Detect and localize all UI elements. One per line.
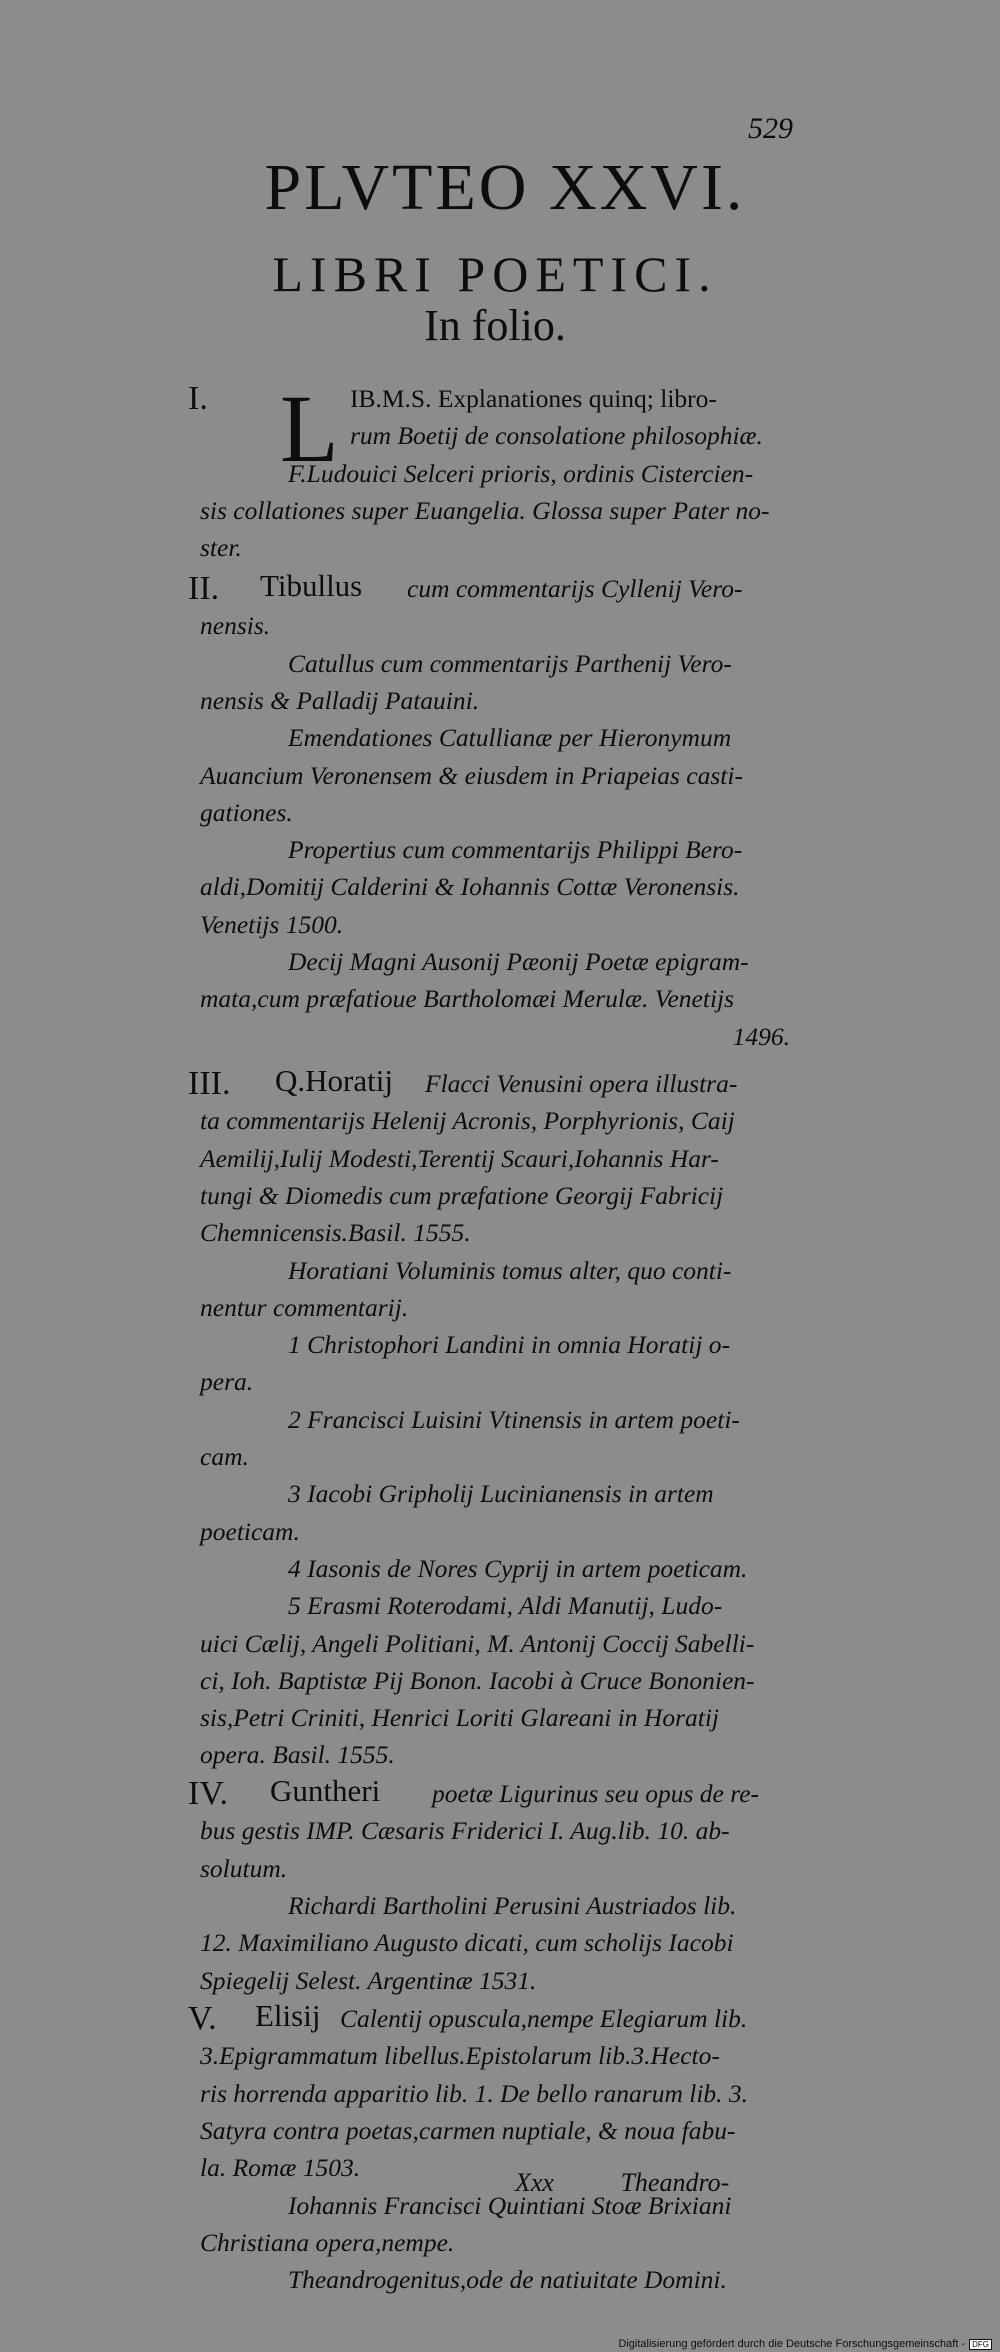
- entry-line: sis collationes super Euangelia. Glossa super Pater no-: [200, 496, 770, 525]
- entry-line: cum commentarijs Cyllenij Vero-: [407, 574, 743, 603]
- entry-number: III.: [188, 1065, 231, 1102]
- entry-line: ster.: [200, 533, 242, 562]
- entry-line: Decij Magni Ausonij Pæonij Poetæ epigram-: [288, 947, 749, 976]
- entry-line: Emendationes Catullianæ per Hieronymum: [288, 723, 732, 752]
- entry-number: IV.: [188, 1775, 228, 1812]
- entry-line: Richardi Bartholini Perusini Austriados lib.: [288, 1891, 737, 1920]
- catalog-entry-5: [188, 1998, 790, 2300]
- entry-line: Christiana opera,nempe.: [200, 2228, 455, 2257]
- entry-line: solutum.: [200, 1854, 288, 1883]
- entry-line: bus gestis IMP. Cæsaris Friderici I. Aug.lib. 10. ab-: [200, 1816, 730, 1845]
- entry-line: poeticam.: [200, 1517, 300, 1546]
- entry-line: Venetijs 1500.: [200, 910, 344, 939]
- entry-line: 3 Iacobi Gripholij Lucinianensis in artem: [288, 1479, 714, 1508]
- entry-line: Spiegelij Selest. Argentinæ 1531.: [200, 1966, 537, 1995]
- catchword: Xxx Theandro-: [515, 2168, 730, 2197]
- entry-line: F.Ludouici Selceri prioris, ordinis Cistercien-: [288, 459, 754, 488]
- entry-line: sis,Petri Criniti, Henrici Loriti Glareani in Horatij: [200, 1703, 720, 1732]
- entry-line: gationes.: [200, 798, 293, 827]
- entry-line: cam.: [200, 1442, 249, 1471]
- entry-line: ta commentarijs Helenij Acronis, Porphyrionis, Caij: [200, 1106, 735, 1135]
- entry-number: I.: [188, 380, 208, 417]
- entry-line: nensis.: [200, 611, 271, 640]
- entry-line: Chemnicensis.Basil. 1555.: [200, 1218, 471, 1247]
- entry-line: Iohannis Francisci Quintiani Stoæ Brixiani: [288, 2191, 732, 2220]
- entry-line: opera. Basil. 1555.: [200, 1740, 395, 1769]
- entry-line: 2 Francisci Luisini Vtinensis in artem poeti-: [288, 1405, 740, 1434]
- entry-author: Guntheri: [270, 1773, 381, 1808]
- entry-line: 5 Erasmi Roterodami, Aldi Manutij, Ludo-: [288, 1591, 723, 1620]
- dfg-logo-icon: DFG: [969, 2339, 992, 2350]
- entry-line: Catullus cum commentarijs Parthenij Vero-: [288, 649, 732, 678]
- entry-line: la. Romæ 1503.: [200, 2153, 361, 2182]
- entry-author: Elisij: [255, 1998, 321, 2033]
- entry-line: nensis & Palladij Patauini.: [200, 686, 480, 715]
- entry-author: Q.Horatij: [275, 1063, 393, 1098]
- catalog-entry-4: [188, 1773, 790, 2000]
- catalog-entry-1: [188, 375, 790, 570]
- entry-line: 1 Christophori Landini in omnia Horatij o-: [288, 1330, 731, 1359]
- entry-line: pera.: [200, 1367, 254, 1396]
- entry-line: Calentij opuscula,nempe Elegiarum lib.: [340, 2004, 748, 2033]
- section-title: LIBRI POETICI.: [272, 246, 718, 302]
- catalog-entry-3: [188, 1063, 790, 1775]
- entry-line: nentur commentarij.: [200, 1293, 409, 1322]
- entry-line: Horatiani Voluminis tomus alter, quo conti-: [288, 1256, 732, 1285]
- entry-line: Satyra contra poetas,carmen nuptiale, & noua fabu-: [200, 2116, 736, 2145]
- entry-line: ci, Ioh. Baptistæ Pij Bonon. Iacobi à Cruce Bononien-: [200, 1666, 755, 1695]
- entry-line: poetæ Ligurinus seu opus de re-: [432, 1779, 760, 1808]
- catalog-body: [188, 375, 790, 2300]
- entry-line: 1496.: [732, 1022, 790, 1051]
- digitization-footer: [618, 2338, 992, 2350]
- drop-capital: L: [280, 375, 339, 482]
- entry-line: mata,cum præfatioue Bartholomæi Merulæ. Venetijs: [200, 984, 735, 1013]
- entry-line: rum Boetij de consolatione philosophiæ.: [350, 421, 763, 450]
- entry-line: Aemilij,Iulij Modesti,Terentij Scauri,Iohannis Har-: [200, 1144, 719, 1173]
- entry-number: II.: [188, 570, 220, 607]
- entry-line: 3.Epigrammatum libellus.Epistolarum lib.3.Hecto-: [200, 2041, 720, 2070]
- entry-author: Tibullus: [260, 568, 363, 603]
- format-label: In folio.: [424, 301, 566, 350]
- entry-line: tungi & Diomedis cum præfatione Georgij Fabricij: [200, 1181, 724, 1210]
- entry-line: aldi,Domitij Calderini & Iohannis Cottæ Veronensis.: [200, 872, 740, 901]
- page-number: 529: [748, 112, 793, 145]
- entry-line: Flacci Venusini opera illustra-: [425, 1069, 738, 1098]
- entry-line: Propertius cum commentarijs Philippi Bero-: [288, 835, 743, 864]
- entry-line: IB.M.S. Explanationes quinq; libro-: [350, 384, 717, 413]
- catalog-entry-2: [188, 568, 790, 1065]
- entry-number: V.: [188, 2000, 217, 2037]
- page-title: PLVTEO XXVI.: [264, 151, 746, 224]
- entry-line: Auancium Veronensem & eiusdem in Priapeias casti-: [200, 761, 743, 790]
- entry-line: ris horrenda apparitio lib. 1. De bello ranarum lib. 3.: [200, 2079, 749, 2108]
- entry-line: Theandrogenitus,ode de natiuitate Domini.: [288, 2265, 727, 2294]
- entry-line: 12. Maximiliano Augusto dicati, cum scholijs Iacobi: [200, 1928, 734, 1957]
- footer-text: Digitalisierung gefördert durch die Deutsche Forschungsgemeinschaft -: [618, 2338, 966, 2350]
- entry-line: 4 Iasonis de Nores Cyprij in artem poeticam.: [288, 1554, 748, 1583]
- entry-line: uici Cælij, Angeli Politiani, M. Antonij Coccij Sabelli-: [200, 1629, 755, 1658]
